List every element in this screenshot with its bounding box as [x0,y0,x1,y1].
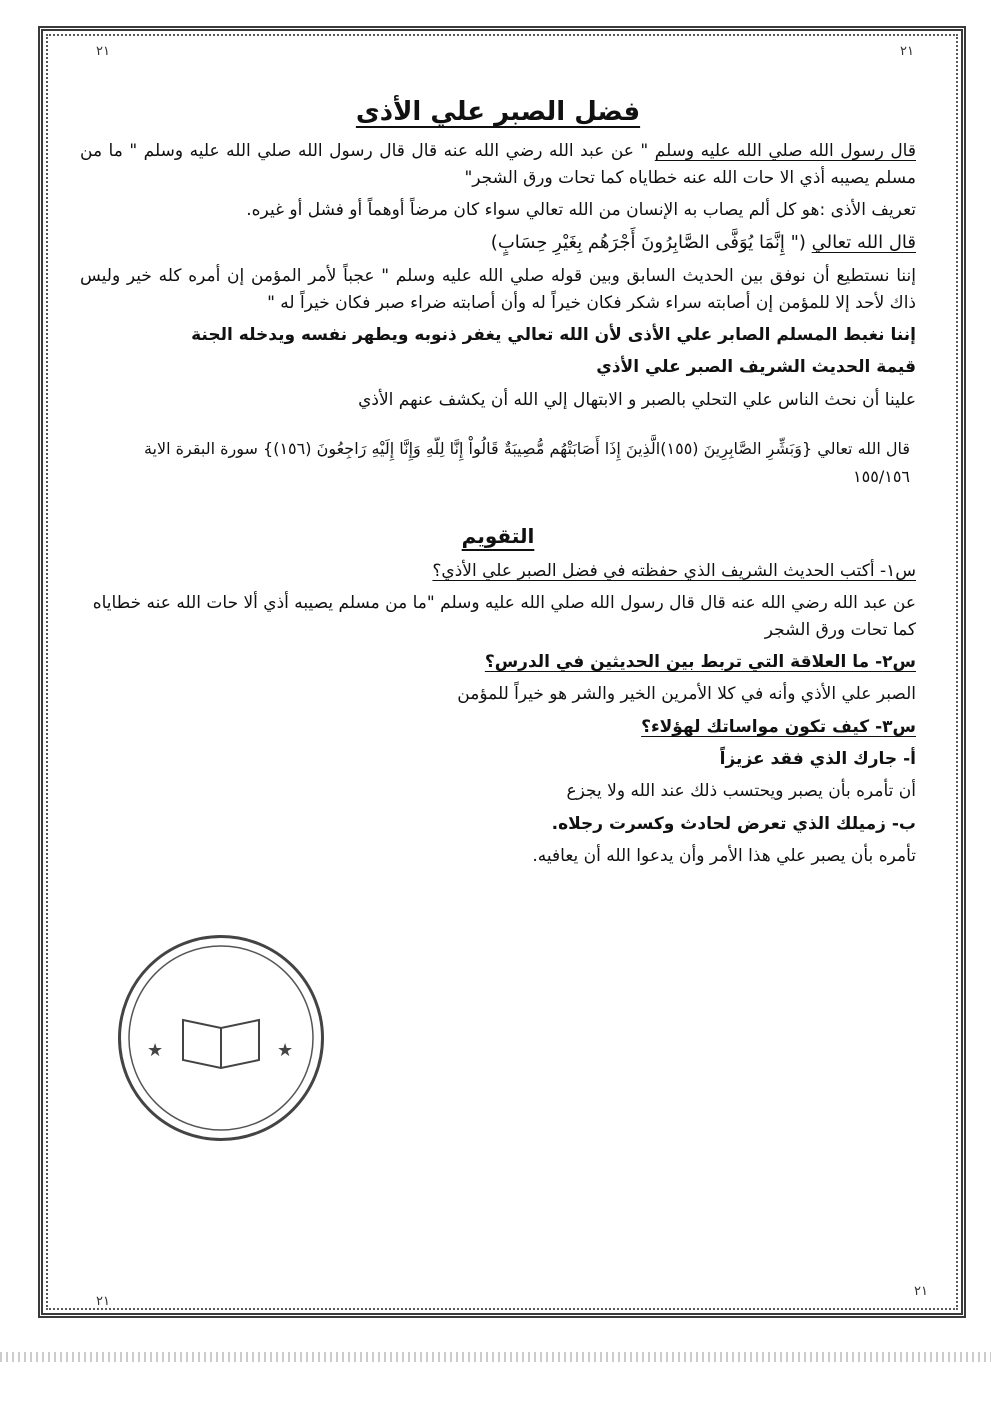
answer-1: عن عبد الله رضي الله عنه قال قال رسول الله صلي الله عليه وسلم "ما من مسلم يصيبه أذي ألا حات الله عنه خطاياه كما تحات ورق الشجر [92,593,916,640]
answer-2: الصبر علي الأذي وأنه في كلا الأمرين الخير والشر هو خيراً للمؤمن [457,684,916,705]
hadith-value: قيمة الحديث الشريف الصبر علي الأذي [596,357,916,378]
urge-paragraph: علينا أن نحث الناس علي التحلي بالصبر و الابتهال إلي الله أن يكشف عنهم الأذي [358,389,916,410]
question-3: س٣- كيف تكون مواساتك لهؤلاء؟ [641,716,916,737]
question-3a: أ- جارك الذي فقد عزيزاً [719,749,916,769]
verse-text: (" إِنَّمَا يُوَفَّى الصَّابِرُونَ أَجْرَهُم بِغَيْرِ حِسَابٍ) [490,232,812,254]
verse-paragraph [80,229,916,257]
question-3b: ب- زميلك الذي تعرض لحادث وكسرت رجلاه. [551,813,916,834]
lesson-title: فضل الصبر علي الأذى [355,97,641,127]
definition-paragraph: تعريف الأذى :هو كل ألم يصاب به الإنسان من الله تعالي سواء كان مرضاً أوهماً أو فشل أو غيره. [246,199,916,220]
evaluation-title: التقويم [461,523,535,548]
star-left-icon: ★ [147,1040,164,1061]
page-number-top-right: ٢١ [900,44,914,59]
star-right-icon: ★ [277,1040,294,1061]
question-1: س١- أكتب الحديث الشريف الذي حفظته في فضل الصبر علي الأذي؟ [432,560,916,581]
lesson-content [80,92,916,875]
hadith-text: " عن عبد الله رضي الله عنه قال قال رسول الله صلي الله عليه وسلم " ما من مسلم يصيبه أذي الا حات الله عنه خطاياه كما تحات ورق الشجر" [80,141,916,188]
scan-artifact [0,1352,991,1362]
question-2: س٢- ما العلاقة التي تربط بين الحديثين في الدرس؟ [484,651,916,672]
verse-intro: قال الله تعالي [811,232,916,254]
institute-stamp [118,935,324,1141]
envy-paragraph: إننا نغبط المسلم الصابر علي الأذى لأن الله تعالي يغفر ذنوبه ويطهر نفسه ويدخله الجنة [191,324,916,345]
reconcile-paragraph: إننا نستطيع أن نوفق بين الحديث السابق وبين قوله صلي الله عليه وسلم " عجباً لأمر المؤمن إن أمره كله خير وليس ذاك لأحد إلا للمؤمن إن أصابته سراء شكر فكان خيراً له وأن أصابته ضراء صبر فكان خيراً له " [80,266,916,313]
book-icon [183,1020,259,1068]
quran-verse-block: قال الله تعالي {وَبَشِّرِ الصَّابِرِينَ (١٥٥)الَّذِينَ إِذَا أَصَابَتْهُم مُّصِيبَةٌ قَالُواْ إِنَّا لِلّهِ وَإِنَّا إِلَيْهِ رَاجِعُونَ (١٥٦)} سورة البقرة الاية ١٥٥/١٥٦ [143,438,910,486]
hadith-intro: قال رسول الله صلي الله عليه وسلم [654,141,916,162]
answer-3a: أن تأمره بأن يصبر ويحتسب ذلك عند الله ولا يجزع [566,781,916,802]
page-number-bottom-right: ٢١ [914,1284,928,1299]
hadith-paragraph [80,138,916,191]
answer-3b: تأمره بأن يصبر علي هذا الأمر وأن يدعوا الله أن يعافيه. [532,846,916,867]
page-number-top-left: ٢١ [96,44,110,59]
page-number-bottom-left: ٢١ [96,1294,110,1309]
stamp-graphic [121,938,321,1138]
